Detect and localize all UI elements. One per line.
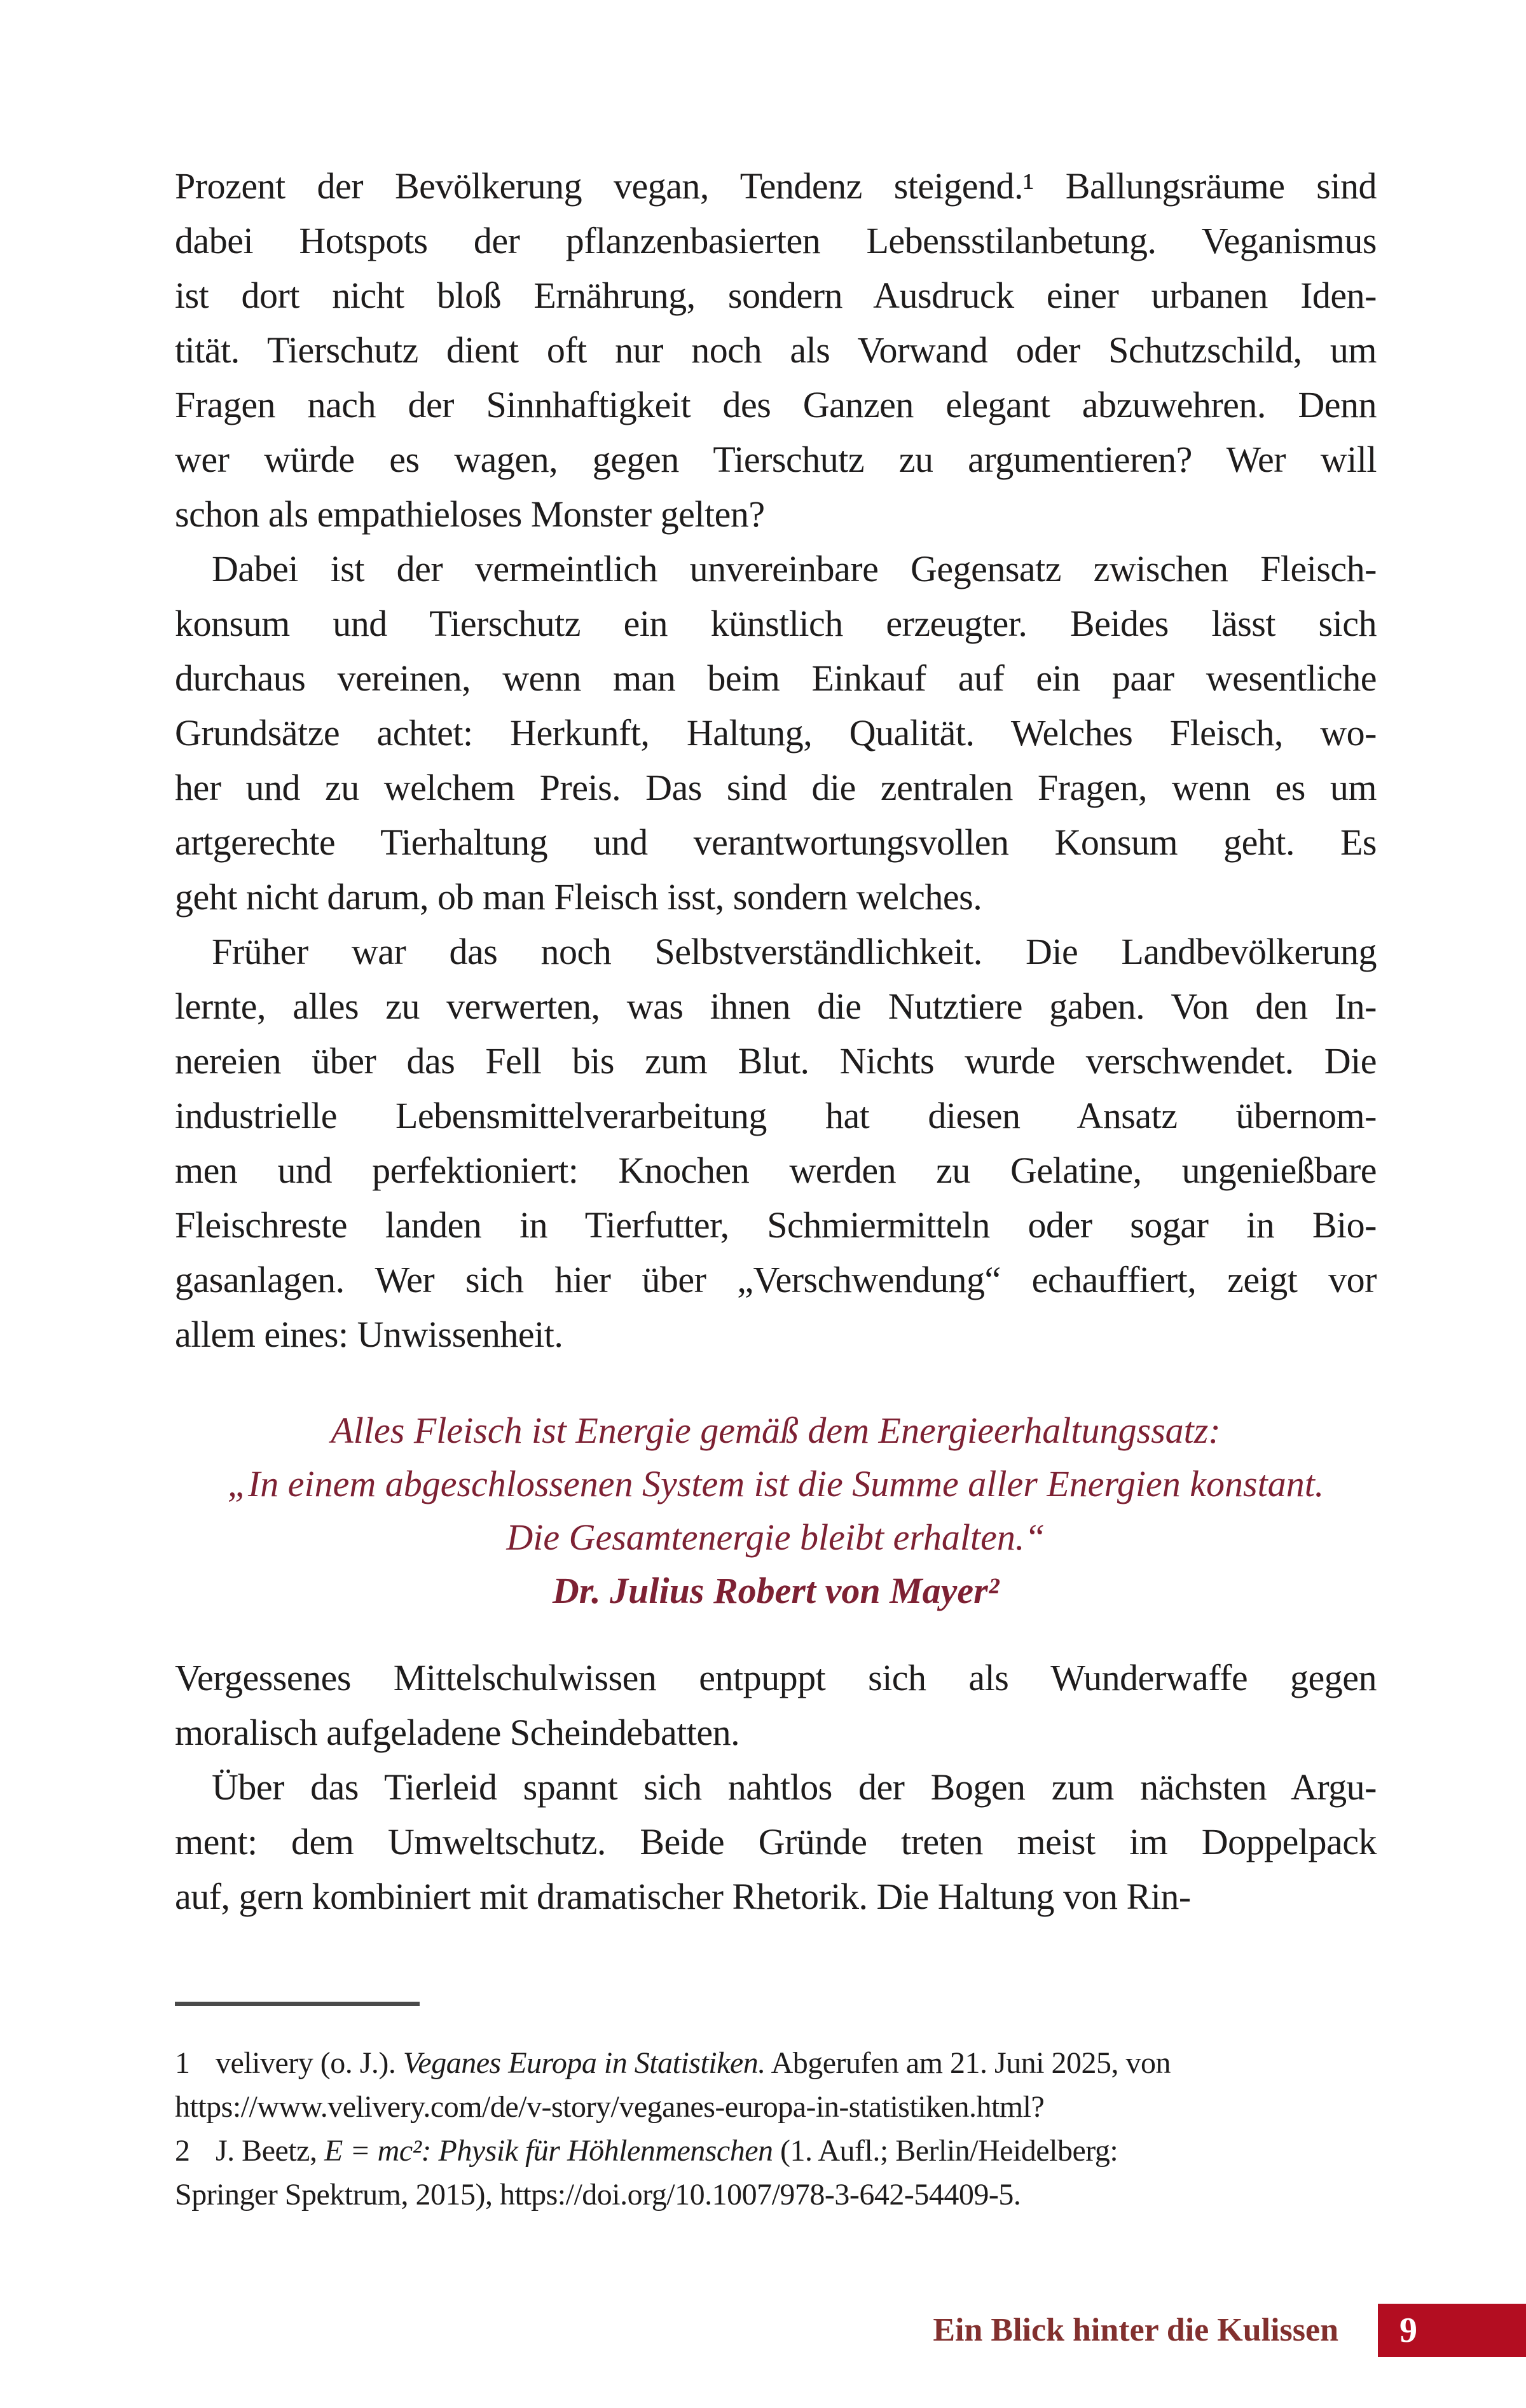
- body-line: ment: dem Umweltschutz. Beide Gründe treten meist im Doppelpack: [175, 1821, 1377, 1862]
- body-line: geht nicht darum, ob man Fleisch isst, sondern welches.: [175, 876, 982, 918]
- paragraph: [175, 1651, 1377, 1760]
- body-line: moralisch aufgeladene Scheindebatten.: [175, 1712, 740, 1753]
- body-line: allem eines: Unwissenheit.: [175, 1314, 563, 1355]
- body-line: gasanlagen. Wer sich hier über „Verschwendung“ echauffiert, zeigt vor: [175, 1259, 1377, 1300]
- page-number: 9: [1399, 2311, 1417, 2350]
- body-line: industrielle Lebensmittelverarbeitung hat diesen Ansatz übernom-: [175, 1095, 1377, 1136]
- footnote-marker: 1: [175, 2046, 190, 2080]
- quote-line: Dr. Julius Robert von Mayer²: [552, 1570, 1000, 1611]
- main-text-block: [175, 159, 1377, 1362]
- body-line: dabei Hotspots der pflanzenbasierten Lebensstilanbetung. Veganismus: [175, 220, 1377, 261]
- body-line: tität. Tierschutz dient oft nur noch als Vorwand oder Schutzschild, um: [175, 329, 1377, 371]
- body-line: Früher war das noch Selbstverständlichkeit. Die Landbevölkerung: [212, 931, 1377, 972]
- paragraph: [175, 925, 1377, 1362]
- footnote-text-segment: Veganes Europa in Statistiken.: [402, 2046, 766, 2080]
- footnote-text-segment: J. Beetz,: [216, 2134, 324, 2168]
- body-line: Vergessenes Mittelschulwissen entpuppt sich als Wunderwaffe gegen: [175, 1657, 1377, 1698]
- footnote-text-segment: velivery (o. J.).: [216, 2046, 403, 2080]
- body-line: wer würde es wagen, gegen Tierschutz zu argumentieren? Wer will: [175, 439, 1377, 480]
- footnote-separator-rule: [175, 2002, 420, 2006]
- body-line: Fleischreste landen in Tierfutter, Schmiermitteln oder sogar in Bio-: [175, 1204, 1377, 1246]
- body-line: konsum und Tierschutz ein künstlich erzeugter. Beides lässt sich: [175, 603, 1377, 644]
- body-line: nereien über das Fell bis zum Blut. Nichts wurde verschwendet. Die: [175, 1040, 1377, 1082]
- body-line: her und zu welchem Preis. Das sind die zentralen Fragen, wenn es um: [175, 767, 1377, 808]
- body-line: Fragen nach der Sinnhaftigkeit des Ganzen elegant abzuwehren. Denn: [175, 384, 1377, 425]
- paragraph: [175, 1760, 1377, 1924]
- footnote-text-segment: E = mc²: Physik für Höhlenmenschen: [324, 2134, 773, 2168]
- footnote-line: [175, 2173, 1377, 2217]
- quote-line: Alles Fleisch ist Energie gemäß dem Energieerhaltungssatz:: [331, 1410, 1221, 1451]
- body-line: schon als empathieloses Monster gelten?: [175, 493, 765, 535]
- footnote-line: [175, 2129, 1377, 2173]
- paragraph: [175, 542, 1377, 925]
- body-line: artgerechte Tierhaltung und verantwortungsvollen Konsum geht. Es: [175, 822, 1377, 863]
- body-line: Dabei ist der vermeintlich unvereinbare Gegensatz zwischen Fleisch-: [212, 548, 1377, 589]
- paragraph: [175, 159, 1377, 542]
- footnotes-block: [175, 2041, 1377, 2217]
- page-number-box: [1378, 2304, 1526, 2357]
- after-quote-text-block: [175, 1651, 1377, 1924]
- body-line: Grundsätze achtet: Herkunft, Haltung, Qualität. Welches Fleisch, wo-: [175, 712, 1377, 753]
- body-line: Prozent der Bevölkerung vegan, Tendenz steigend.¹ Ballungsräume sind: [175, 165, 1377, 207]
- quote-line: „In einem abgeschlossenen System ist die Summe aller Energien konstant.: [227, 1463, 1324, 1504]
- footnote-line: [175, 2085, 1377, 2129]
- quote-block: [175, 1404, 1377, 1618]
- body-line: Über das Tierleid spannt sich nahtlos der Bogen zum nächsten Argu-: [212, 1766, 1377, 1808]
- running-footer-title: Ein Blick hinter die Kulissen: [933, 2312, 1338, 2348]
- footnote-text-segment: Springer Spektrum, 2015), https://doi.org/10.1007/978-3-642-54409-5.: [175, 2178, 1021, 2212]
- body-line: auf, gern kombiniert mit dramatischer Rhetorik. Die Haltung von Rin-: [175, 1876, 1191, 1917]
- quote-line: Die Gesamtenergie bleibt erhalten.“: [506, 1517, 1045, 1558]
- footnote-text-segment: https://www.velivery.com/de/v-story/veganes-europa-in-statistiken.html?: [175, 2090, 1045, 2124]
- body-line: durchaus vereinen, wenn man beim Einkauf auf ein paar wesentliche: [175, 657, 1377, 699]
- body-line: lernte, alles zu verwerten, was ihnen die Nutztiere gaben. Von den In-: [175, 986, 1377, 1027]
- footnote-text-segment: (1. Aufl.; Berlin/Heidelberg:: [773, 2134, 1118, 2168]
- footnote-text-segment: Abgerufen am 21. Juni 2025, von: [765, 2046, 1171, 2080]
- body-line: men und perfektioniert: Knochen werden zu Gelatine, ungenießbare: [175, 1150, 1377, 1191]
- footnote-line: [175, 2041, 1377, 2085]
- footnote-marker: 2: [175, 2134, 190, 2168]
- body-line: ist dort nicht bloß Ernährung, sondern Ausdruck einer urbanen Iden-: [175, 275, 1377, 316]
